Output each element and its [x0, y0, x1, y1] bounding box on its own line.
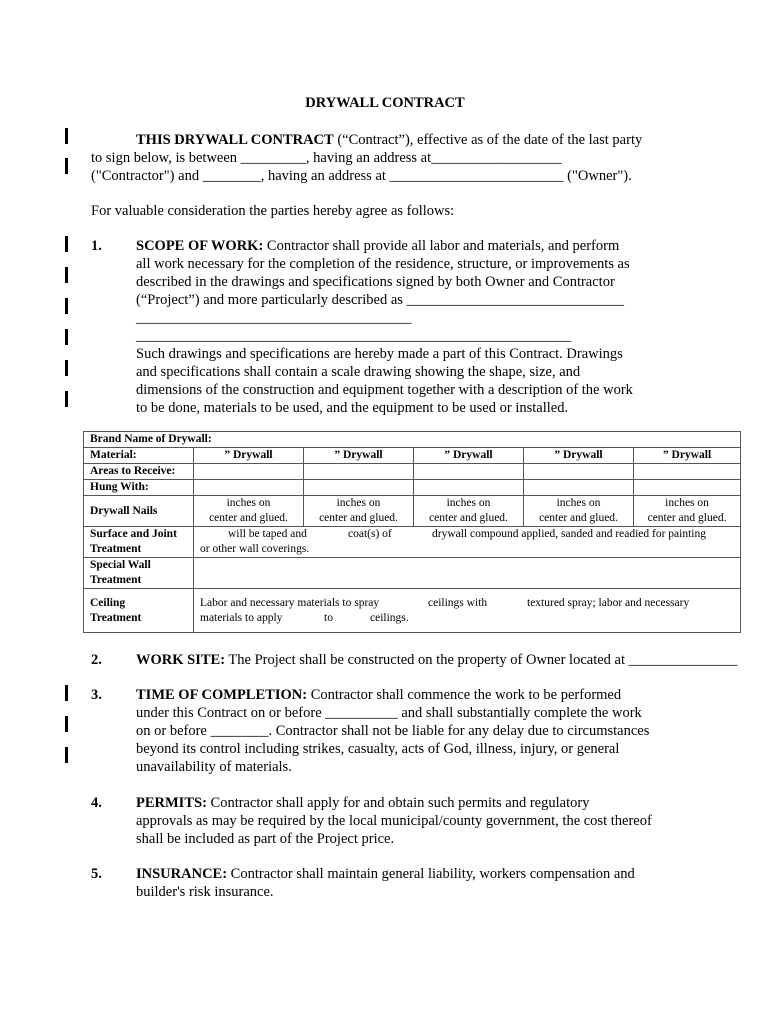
table-row: [84, 496, 741, 527]
nails-cell: [304, 496, 414, 527]
surface-joint-cell: [194, 527, 741, 558]
section-line: (“Project”) and more particularly described as ______________________________: [136, 292, 625, 308]
empty-cell: [304, 464, 414, 480]
nails-cell: [634, 496, 741, 527]
nails-bottom-text: center and glued.: [209, 512, 288, 524]
section-line: and specifications shall contain a scale drawing showing the shape, size, and: [136, 364, 581, 380]
empty-cell: [634, 464, 741, 480]
empty-cell: [194, 480, 304, 496]
ceiling-treatment-label: [84, 589, 194, 633]
section-line: Contractor shall commence the work to be performed: [307, 687, 622, 703]
nails-cell: [524, 496, 634, 527]
empty-cell: [194, 464, 304, 480]
nails-bottom-text: center and glued.: [319, 512, 398, 524]
blank-line: ______________________________________: [136, 310, 412, 326]
label-line: Ceiling: [90, 596, 126, 609]
nails-cell: [194, 496, 304, 527]
ceiling-text: to: [324, 611, 333, 624]
section-line: beyond its control including strikes, casualty, acts of God, illness, injury, or general: [136, 741, 620, 757]
revision-bar: [65, 360, 68, 376]
empty-cell: [634, 480, 741, 496]
ceiling-treatment-cell: [194, 589, 741, 633]
section-line: builder's risk insurance.: [136, 884, 274, 900]
surface-text: coat(s) of: [348, 528, 392, 540]
revision-bar: [65, 391, 68, 407]
label-line: Treatment: [90, 611, 142, 624]
ceiling-text: textured spray; labor and necessary: [527, 596, 690, 609]
ceiling-text: ceilings with: [428, 596, 488, 609]
empty-cell: [524, 464, 634, 480]
revision-bar: [65, 298, 68, 314]
revision-bar: [65, 267, 68, 283]
intro-line: ("Contractor") and ________, having an address at ________________________ ("Owner").: [91, 168, 632, 184]
section-line: on or before ________. Contractor shall not be liable for any delay due to circumstances: [136, 723, 650, 739]
section-line: dimensions of the construction and equipment together with a description of the work: [136, 382, 633, 398]
ceiling-text: Labor and necessary materials to spray: [200, 596, 380, 609]
nails-bottom-text: center and glued.: [539, 512, 618, 524]
table-row: [84, 432, 741, 448]
section-heading: INSURANCE:: [136, 866, 228, 882]
nails-top-text: inches on: [665, 497, 709, 509]
section-line: Contractor shall provide all labor and materials, and perform: [263, 238, 620, 254]
label-line: Surface and Joint: [90, 528, 177, 540]
table-row: [84, 448, 741, 464]
nails-top-text: inches on: [446, 497, 491, 509]
section-number: 2.: [91, 652, 102, 668]
permits-section: [136, 794, 652, 848]
table-row: [84, 480, 741, 496]
drywall-cell: ” Drywall: [304, 448, 414, 464]
revision-bar: [65, 685, 68, 701]
section-number: 1.: [91, 238, 102, 254]
nails-bottom-text: center and glued.: [647, 512, 727, 524]
drywall-cell: ” Drywall: [524, 448, 634, 464]
nails-cell: [414, 496, 524, 527]
intro-heading: THIS DRYWALL CONTRACT: [136, 132, 334, 148]
nails-top-text: inches on: [226, 497, 271, 509]
label-line: Treatment: [90, 543, 142, 555]
section-heading: WORK SITE:: [136, 652, 226, 668]
surface-joint-label: [84, 527, 194, 558]
empty-cell: [194, 558, 741, 589]
section-line: all work necessary for the completion of the residence, structure, or improvements as: [136, 256, 630, 272]
intro-line: (“Contract”), effective as of the date of the last party: [333, 132, 643, 148]
section-line: approvals as may be required by the local municipal/county government, the cost thereof: [136, 813, 652, 829]
section-number: 4.: [91, 795, 102, 811]
nails-top-text: inches on: [556, 497, 601, 509]
empty-cell: [524, 480, 634, 496]
insurance-section: [136, 865, 635, 901]
areas-label: Areas to Receive:: [84, 464, 194, 480]
section-line: under this Contract on or before __________ and shall substantially complete the work: [136, 705, 642, 721]
empty-cell: [304, 480, 414, 496]
drywall-cell: ” Drywall: [414, 448, 524, 464]
label-line: Treatment: [90, 574, 142, 586]
section-number: 3.: [91, 687, 102, 703]
scope-section: [136, 237, 633, 417]
section-number: 5.: [91, 866, 102, 882]
drywall-cell: ” Drywall: [194, 448, 304, 464]
section-heading: TIME OF COMPLETION:: [136, 687, 308, 703]
section-line: unavailability of materials.: [136, 759, 292, 775]
intro-paragraph: [91, 131, 642, 185]
label-line: Special Wall: [90, 559, 151, 571]
section-heading: PERMITS:: [136, 795, 207, 811]
revision-bar: [65, 158, 68, 174]
empty-cell: [414, 464, 524, 480]
hung-with-label: Hung With:: [84, 480, 194, 496]
nails-bottom-text: center and glued.: [429, 512, 508, 524]
ceiling-text: materials to apply: [200, 611, 283, 624]
intro-line: to sign below, is between _________, having an address at__________________: [91, 150, 562, 166]
worksite-section: [136, 651, 737, 669]
material-label: Material:: [84, 448, 194, 464]
empty-cell: [414, 480, 524, 496]
consideration-text: For valuable consideration the parties hereby agree as follows:: [91, 203, 455, 219]
blank-line: ____________________________________________________________: [136, 328, 571, 344]
drywall-nails-label: Drywall Nails: [84, 496, 194, 527]
nails-top-text: inches on: [336, 497, 381, 509]
table-row: [84, 589, 741, 633]
time-section: [136, 686, 649, 776]
surface-text: or other wall coverings.: [200, 543, 310, 555]
section-heading: SCOPE OF WORK:: [136, 238, 264, 254]
drywall-spec-table: [83, 431, 741, 633]
drywall-cell: ” Drywall: [634, 448, 741, 464]
ceiling-text: ceilings.: [370, 611, 409, 624]
surface-text: drywall compound applied, sanded and readied for painting: [432, 528, 707, 540]
section-line: Such drawings and specifications are hereby made a part of this Contract. Drawings: [136, 346, 623, 362]
section-line: The Project shall be constructed on the property of Owner located at _______________: [225, 652, 738, 668]
section-line: Contractor shall maintain general liability, workers compensation and: [227, 866, 635, 882]
revision-bar: [65, 716, 68, 732]
special-wall-label: [84, 558, 194, 589]
surface-text: will be taped and: [228, 528, 307, 540]
revision-bar: [65, 747, 68, 763]
revision-bar: [65, 329, 68, 345]
revision-bar: [65, 128, 68, 144]
section-line: to be done, materials to be used, and the equipment to be used or installed.: [136, 400, 569, 416]
section-line: described in the drawings and specifications signed by both Owner and Contractor: [136, 274, 615, 290]
section-line: shall be included as part of the Project price.: [136, 831, 395, 847]
table-row: [84, 527, 741, 558]
table-row: [84, 464, 741, 480]
table-row: [84, 558, 741, 589]
section-line: Contractor shall apply for and obtain such permits and regulatory: [206, 795, 590, 811]
document-title: DRYWALL CONTRACT: [305, 95, 465, 111]
brand-name-label: Brand Name of Drywall:: [84, 432, 741, 448]
revision-bar: [65, 236, 68, 252]
